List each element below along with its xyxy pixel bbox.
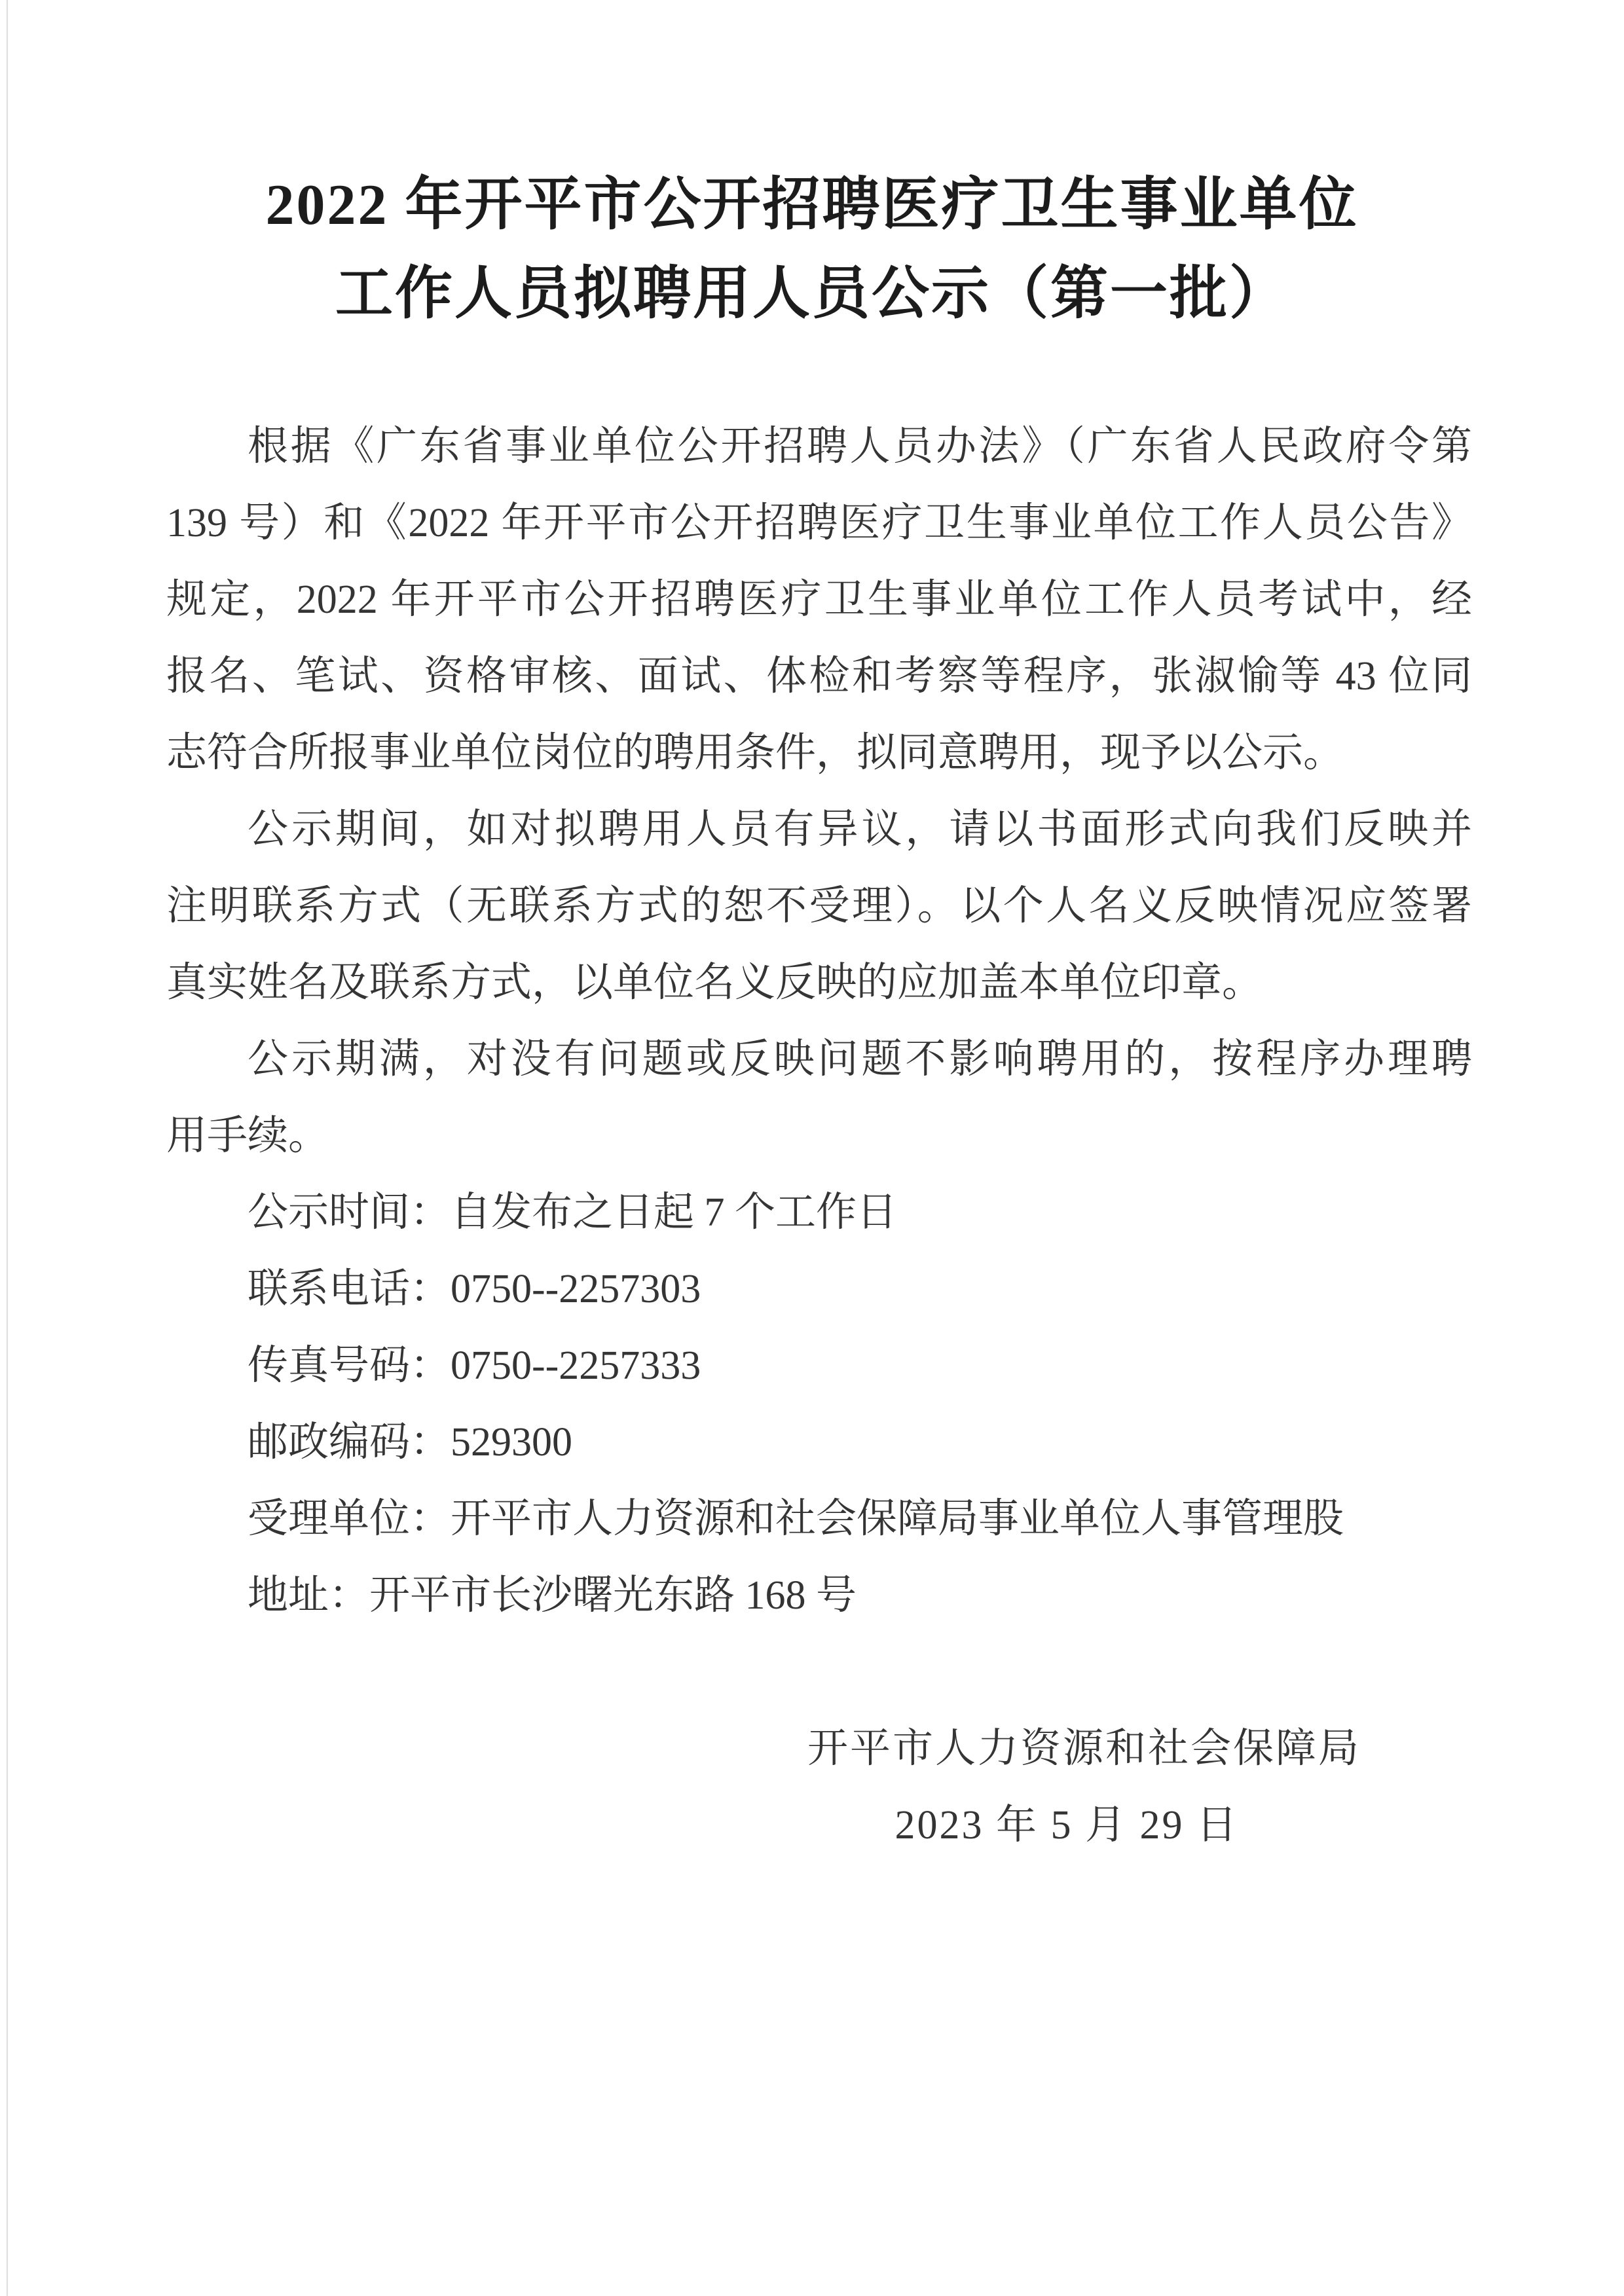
- page-title-line-1: 2022 年开平市公开招聘医疗卫生事业单位: [265, 173, 1359, 237]
- signature-organization: 开平市人力资源和社会保障局: [807, 1726, 1361, 1771]
- detail-postcode: 邮政编码：529300: [248, 1420, 573, 1465]
- paragraph1-line: 根据《广东省事业单位公开招聘人员办法》（广东省人民政府令第: [248, 424, 1472, 469]
- detail-publicity-period: 公示时间：自发布之日起 7 个工作日: [248, 1190, 898, 1235]
- signature-date: 2023 年 5 月 29 日: [895, 1803, 1239, 1848]
- paragraph2-line: 注明联系方式（无联系方式的恕不受理）。以个人名义反映情况应签署: [166, 884, 1472, 928]
- paragraph3-line: 公示期满，对没有问题或反映问题不影响聘用的，按程序办理聘: [248, 1037, 1472, 1082]
- paragraph1-line: 志符合所报事业单位岗位的聘用条件，拟同意聘用，现予以公示。: [166, 731, 1344, 775]
- detail-phone: 联系电话：0750--2257303: [248, 1267, 701, 1311]
- detail-fax: 传真号码：0750--2257333: [248, 1343, 701, 1388]
- paragraph2-line: 真实姓名及联系方式，以单位名义反映的应加盖本单位印章。: [166, 960, 1263, 1005]
- detail-accepting-unit: 受理单位：开平市人力资源和社会保障局事业单位人事管理股: [248, 1497, 1344, 1541]
- paragraph3-line: 用手续。: [166, 1114, 329, 1158]
- page-title: [0, 161, 1624, 339]
- paragraph1-line: 报名、笔试、资格审核、面试、体检和考察等程序，张淑愉等 43 位同: [166, 654, 1472, 699]
- page-title-line-2: 工作人员拟聘用人员公示（第一批）: [335, 263, 1289, 326]
- paragraph1-line: 规定，2022 年开平市公开招聘医疗卫生事业单位工作人员考试中，经: [166, 577, 1472, 622]
- scan-artifact-line: [7, 0, 8, 2296]
- spacer: [166, 1634, 1472, 1711]
- paragraph2-line: 公示期间，如对拟聘用人员有异议，请以书面形式向我们反映并: [248, 807, 1472, 852]
- document-body: [166, 409, 1472, 1864]
- paragraph1-line: 139 号）和《2022 年开平市公开招聘医疗卫生事业单位工作人员公告》: [166, 501, 1472, 545]
- detail-address: 地址：开平市长沙曙光东路 168 号: [248, 1573, 857, 1618]
